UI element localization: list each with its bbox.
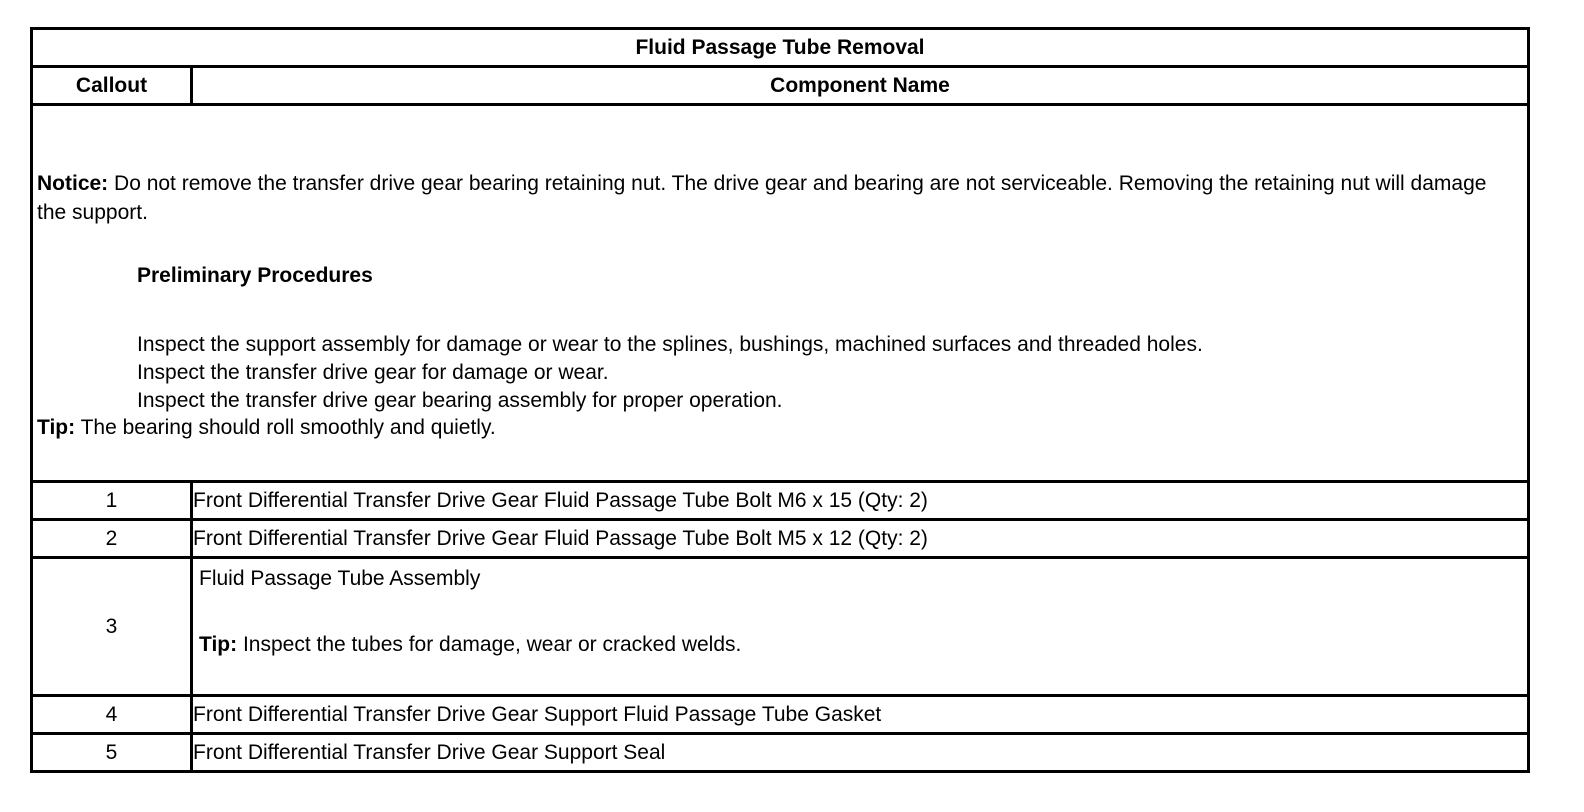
callout-number: 3: [32, 558, 192, 696]
table-row: [32, 734, 1529, 772]
component-table: [30, 27, 1530, 773]
tip-label: Tip:: [37, 416, 76, 439]
preliminary-step: Inspect the support assembly for damage or wear to the splines, bushings, machined surfaces and threaded holes.: [137, 333, 1203, 356]
component-name: Front Differential Transfer Drive Gear Fluid Passage Tube Bolt M5 x 12 (Qty: 2): [192, 520, 1529, 558]
callout-number: 2: [32, 520, 192, 558]
component-name-header: Component Name: [192, 67, 1529, 105]
header-row: [32, 67, 1529, 105]
callout-number: 1: [32, 482, 192, 520]
component-name: Front Differential Transfer Drive Gear Fluid Passage Tube Bolt M6 x 15 (Qty: 2): [192, 482, 1529, 520]
tip-text: The bearing should roll smoothly and quietly.: [75, 416, 496, 439]
tip-label: Tip:: [199, 633, 238, 656]
preliminary-step: Inspect the transfer drive gear for damage or wear.: [137, 361, 609, 384]
notice-text: Do not remove the transfer drive gear bearing retaining nut. The drive gear and bearing are not serviceable. Removing the retaining nut will damage the support.: [37, 172, 1487, 224]
table-row: [32, 520, 1529, 558]
component-tip: [199, 633, 741, 657]
callout-number: 4: [32, 696, 192, 734]
component-name: Front Differential Transfer Drive Gear Support Fluid Passage Tube Gasket: [192, 696, 1529, 734]
notice-paragraph: [37, 169, 1497, 227]
preliminary-procedures-heading: Preliminary Procedures: [137, 264, 373, 287]
component-name: Front Differential Transfer Drive Gear Support Seal: [192, 734, 1529, 772]
preliminary-tip: [37, 416, 496, 440]
table-row: [32, 696, 1529, 734]
table-title: Fluid Passage Tube Removal: [32, 29, 1529, 67]
preliminary-step: Inspect the transfer drive gear bearing assembly for proper operation.: [137, 389, 783, 412]
table-row: [32, 482, 1529, 520]
callout-header: Callout: [32, 67, 192, 105]
component-name: Fluid Passage Tube Assembly: [199, 567, 481, 590]
notes-cell: [32, 105, 1529, 482]
component-name-cell: [192, 558, 1529, 696]
callout-number: 5: [32, 734, 192, 772]
title-row: [32, 29, 1529, 67]
table-row: [32, 558, 1529, 696]
notes-row: [32, 105, 1529, 482]
tip-text: Inspect the tubes for damage, wear or cracked welds.: [237, 633, 742, 656]
notice-label: Notice:: [37, 172, 109, 195]
